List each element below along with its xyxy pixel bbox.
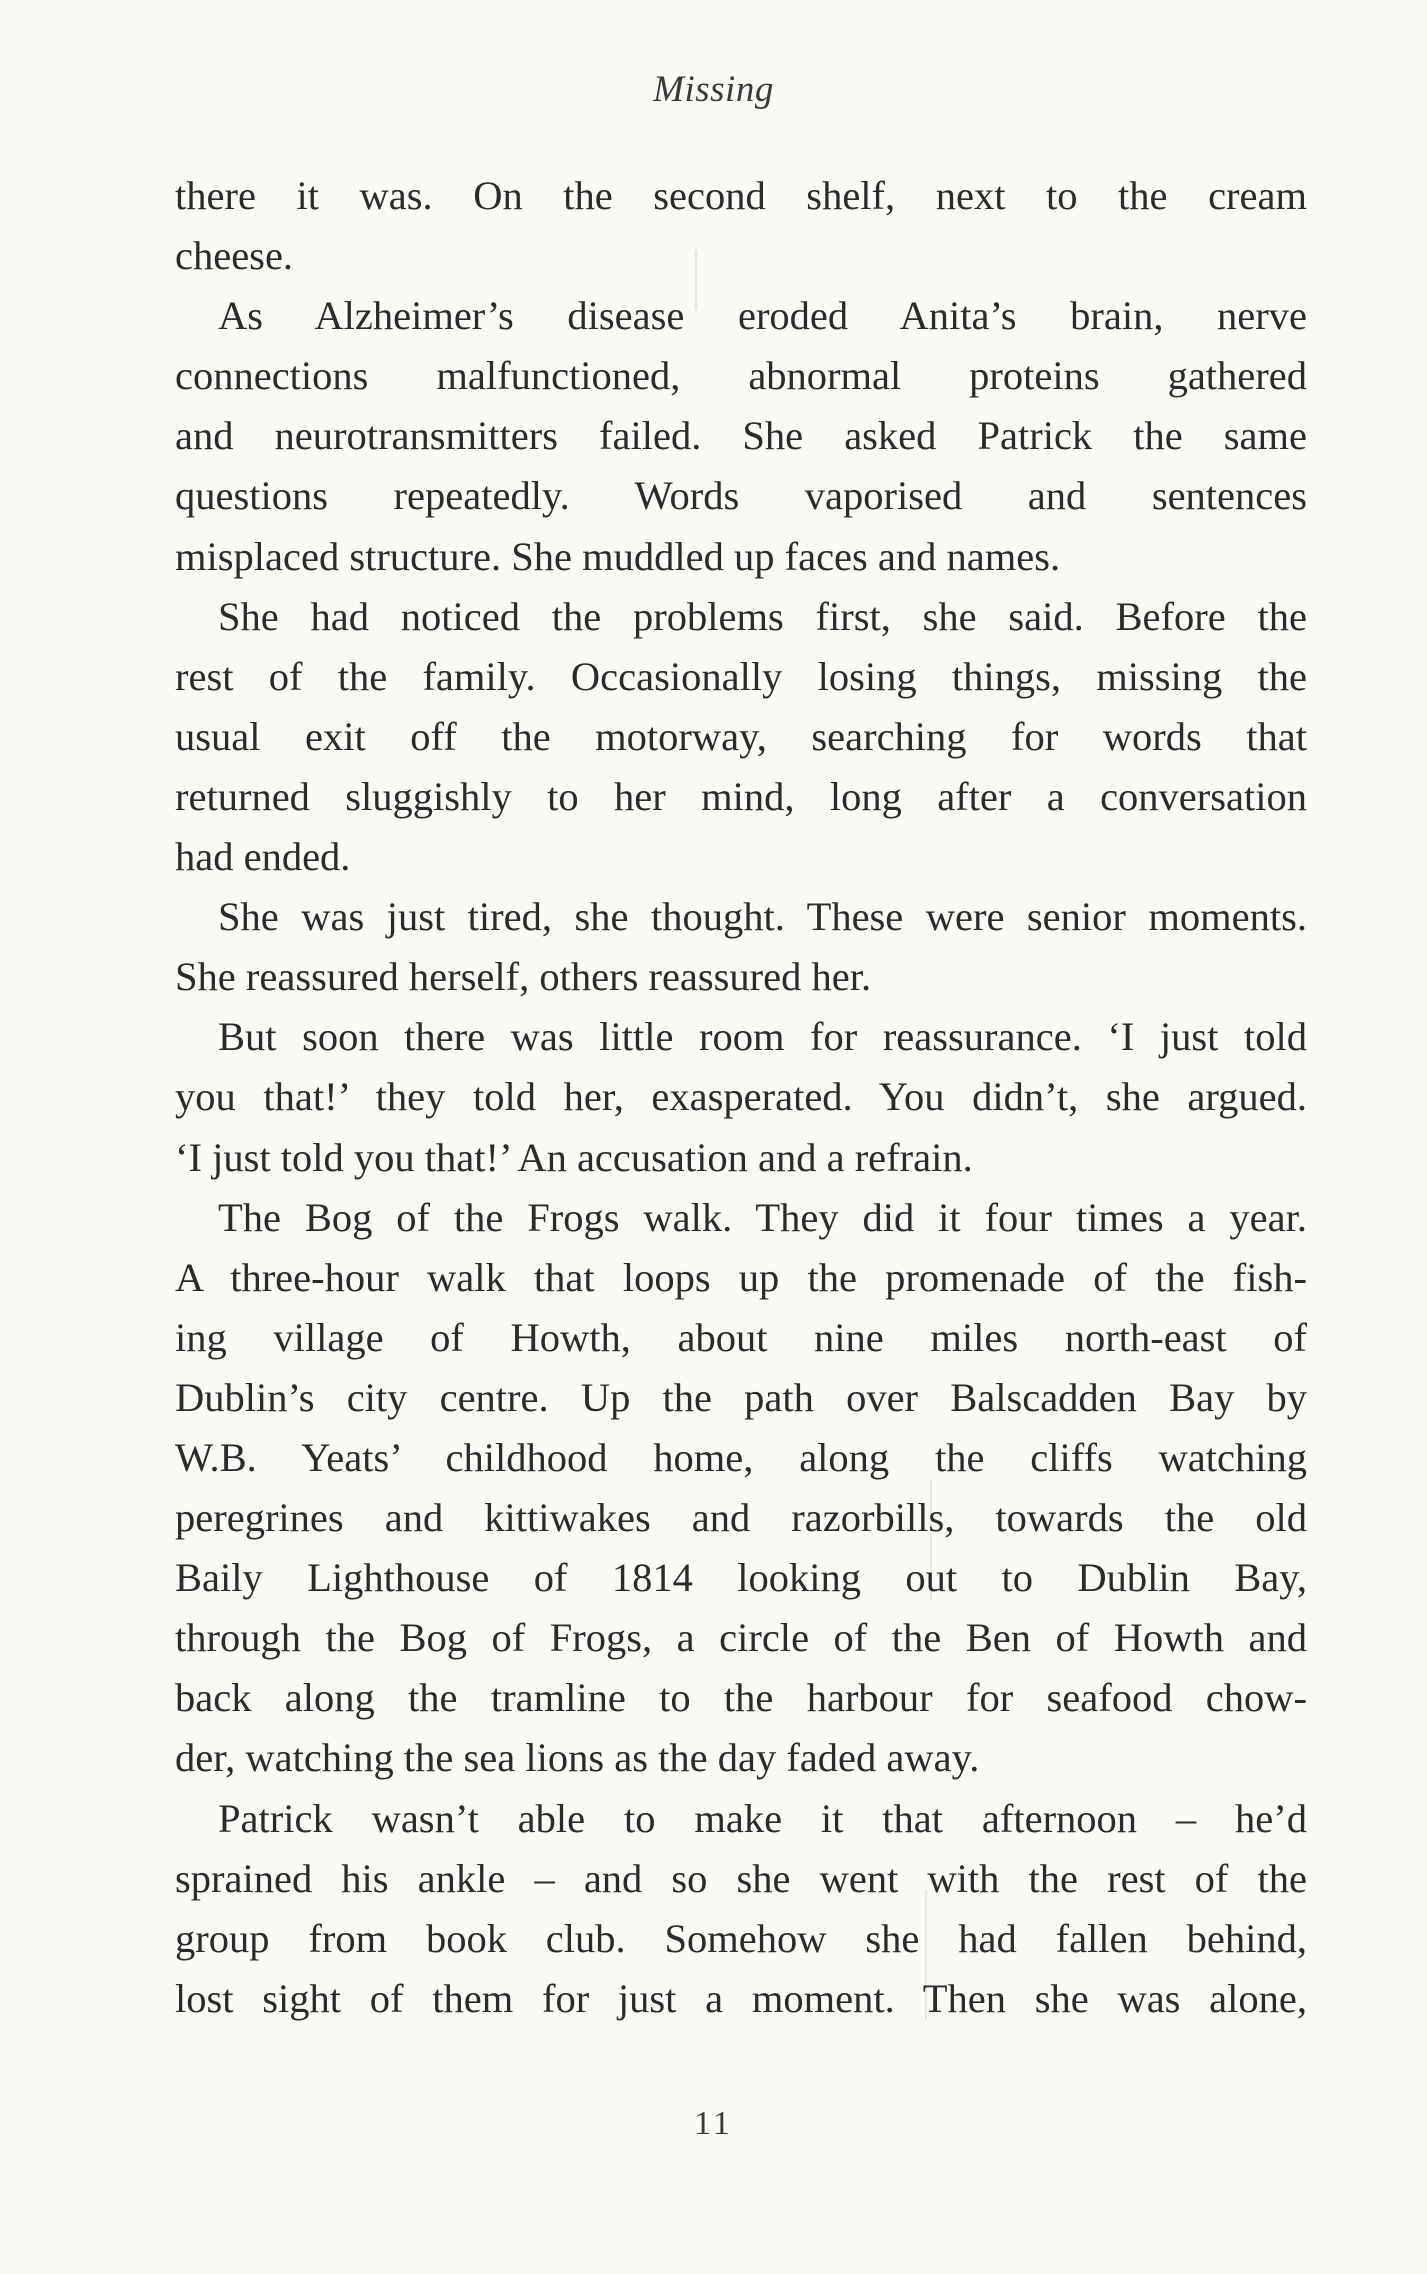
text-line: you that!’ they told her, exasperated. You didn’t, she argued. [175,1074,1307,1120]
text-line: back along the tramline to the harbour for seafood chow- [175,1675,1307,1721]
text-line: usual exit off the motorway, searching for words that [175,713,1307,759]
text-line: Dublin’s city centre. Up the path over Balscadden Bay by [175,1374,1307,1420]
text-line: She had noticed the problems first, she said. Before the [218,593,1307,639]
text-line: and neurotransmitters failed. She asked Patrick the same [175,413,1307,459]
text-line: ing village of Howth, about nine miles north-east of [175,1314,1307,1360]
text-line: peregrines and kittiwakes and razorbills, towards the old [175,1495,1307,1541]
text-line: lost sight of them for just a moment. Then she was alone, [175,1975,1307,2021]
text-line: But soon there was little room for reassurance. ‘I just told [218,1014,1307,1060]
text-line: The Bog of the Frogs walk. They did it four times a year. [218,1194,1307,1240]
body-text [175,166,1307,2029]
text-line: through the Bog of Frogs, a circle of the Ben of Howth and [175,1615,1307,1661]
text-line: returned sluggishly to her mind, long after a conversation [175,773,1307,819]
text-line: misplaced structure. She muddled up faces and names. [175,533,1061,579]
text-line: Baily Lighthouse of 1814 looking out to Dublin Bay, [175,1555,1307,1601]
text-line: sprained his ankle – and so she went with the rest of the [175,1855,1307,1901]
text-line: Patrick wasn’t able to make it that afternoon – he’d [218,1795,1307,1841]
text-line: had ended. [175,834,351,880]
text-line: der, watching the sea lions as the day faded away. [175,1735,980,1781]
text-line: rest of the family. Occasionally losing things, missing the [175,653,1307,699]
text-line: W.B. Yeats’ childhood home, along the cliffs watching [175,1434,1307,1480]
text-line: She was just tired, she thought. These were senior moments. [218,894,1307,940]
page-number: 11 [694,2105,733,2142]
text-line: She reassured herself, others reassured her. [175,954,872,1000]
running-head: Missing [653,69,774,110]
text-line: questions repeatedly. Words vaporised and sentences [175,473,1307,519]
text-line: cheese. [175,233,294,279]
text-line: As Alzheimer’s disease eroded Anita’s brain, nerve [218,293,1307,339]
text-line: group from book club. Somehow she had fallen behind, [175,1915,1307,1961]
text-line: there it was. On the second shelf, next to the cream [175,173,1307,218]
text-line: A three-hour walk that loops up the promenade of the fish- [175,1254,1307,1300]
text-line: ‘I just told you that!’ An accusation and a refrain. [175,1134,973,1180]
text-line: connections malfunctioned, abnormal proteins gathered [175,353,1307,399]
